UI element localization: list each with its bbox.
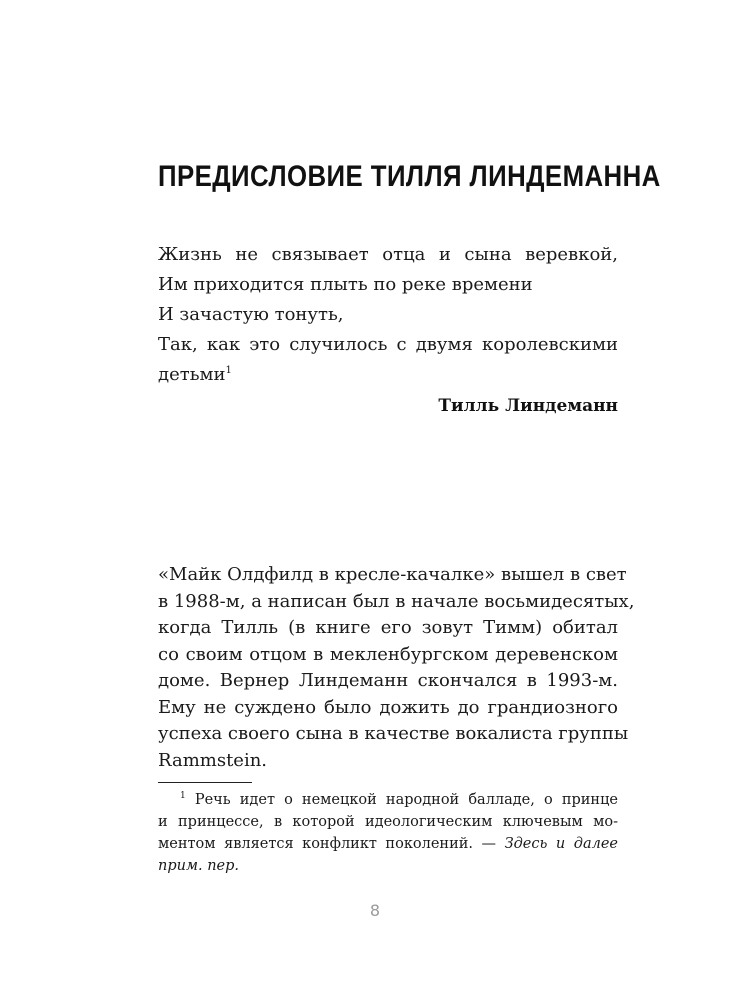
epigraph-line: И зачастую тонуть, <box>158 304 344 325</box>
paragraph-line: в 1988-м, а написан был в начале восьмидесятых, <box>158 590 635 612</box>
epigraph-author: Тилль Линдеманн <box>438 396 618 416</box>
footnote-line <box>158 833 618 855</box>
epigraph <box>158 240 618 390</box>
intro-paragraph <box>158 562 635 774</box>
footnote-translator-note: Здесь и далее <box>504 836 618 852</box>
paragraph-line: «Майк Олдфилд в кресле-качалке» вышел в свет <box>158 564 627 585</box>
footnote <box>158 789 618 877</box>
footnote-reference[interactable]: 1 <box>225 365 232 376</box>
paragraph-line: со своим отцом в мекленбургском деревенском <box>158 643 618 665</box>
epigraph-line: Так, как это случилось с двумя королевскими <box>158 334 618 355</box>
paragraph-line: доме. Вернер Линдеманн скончался в 1993-м. <box>158 670 618 691</box>
epigraph-line-text: детьми <box>158 364 226 385</box>
footnote-text: ментом является конфликт поколений. — <box>158 836 505 852</box>
footnote-divider <box>158 782 252 783</box>
footnote-translator-note: прим. пер. <box>158 858 240 874</box>
footnote-marker: 1 <box>180 791 186 802</box>
page-number: 8 <box>369 901 381 920</box>
paragraph-line: Ему не суждено было дожить до грандиозного <box>158 696 618 718</box>
footnote-line: и принцессе, в которой идеологическим ключевым мо- <box>158 814 618 830</box>
paragraph-line: успеха своего сына в качестве вокалиста группы <box>158 723 629 744</box>
paragraph-line: когда Тилль (в книге его зовут Тимм) обитал <box>158 617 618 638</box>
footnote-line <box>158 855 618 877</box>
paragraph-line: Rammstein. <box>158 749 268 771</box>
epigraph-line: Жизнь не связывает отца и сына веревкой, <box>158 244 618 265</box>
footnote-text: Речь идет о немецкой народной балладе, о принце <box>194 792 618 808</box>
epigraph-line-last <box>158 360 618 390</box>
chapter-title: ПРЕДИСЛОВИЕ ТИЛЛЯ ЛИНДЕМАННА <box>158 160 661 193</box>
epigraph-line: Им приходится плыть по реке времени <box>158 274 533 295</box>
footnote-line <box>158 789 618 811</box>
